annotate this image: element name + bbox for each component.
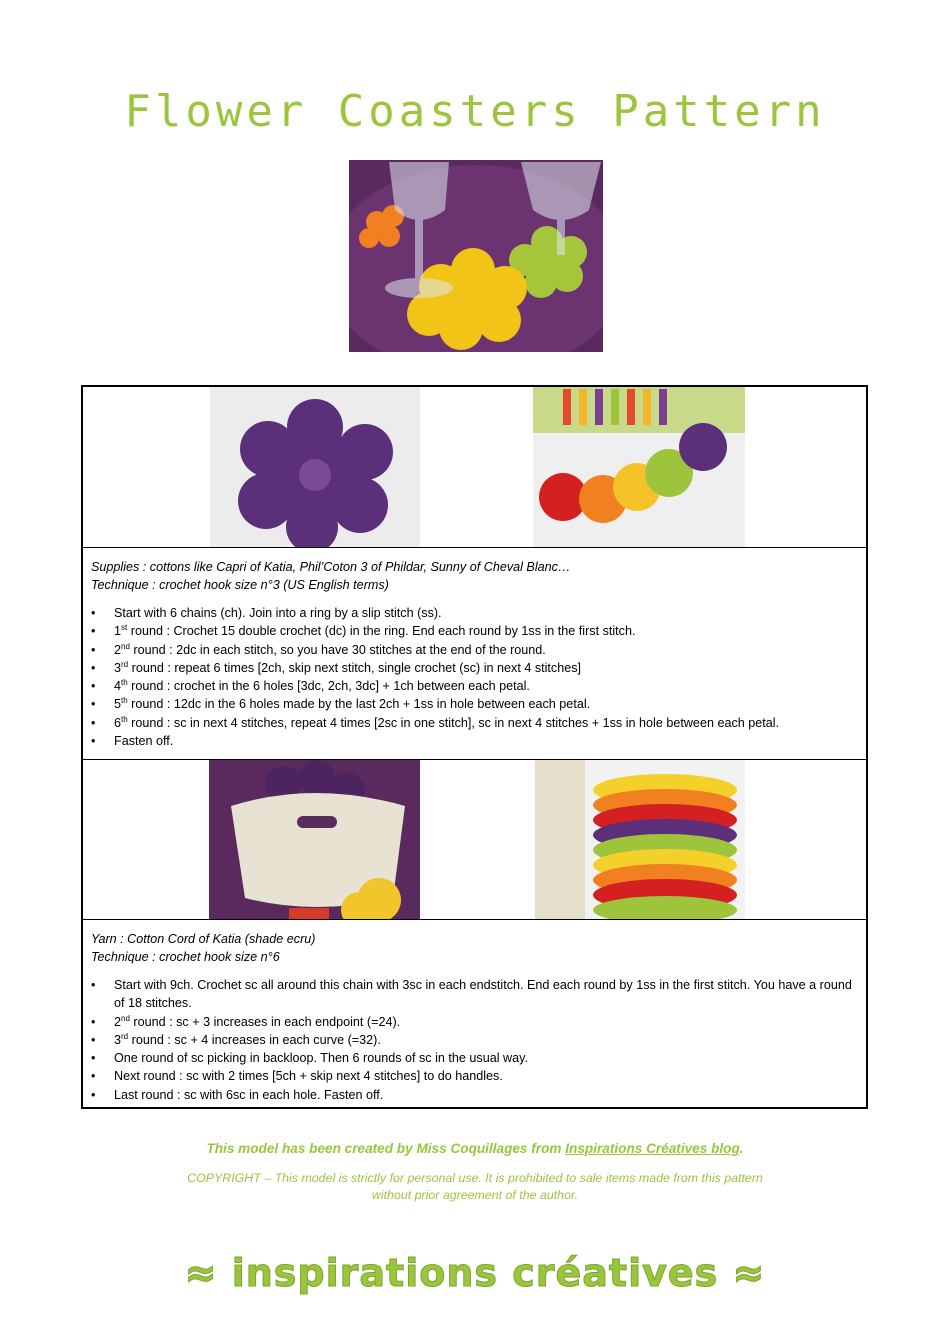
list-item: [83, 976, 853, 1013]
step-text: round : 12dc in the 6 holes made by the last 2ch + 1ss in hole between each petal.: [127, 697, 591, 712]
round-number: 6: [114, 715, 122, 730]
header-photo: [349, 160, 603, 352]
list-item: [83, 677, 853, 695]
step-text: round : sc + 4 increases in each curve (=32).: [128, 1032, 381, 1047]
list-item: [83, 714, 853, 732]
step-text: round : repeat 6 times [2ch, skip next stitch, single crochet (sc) in next 4 stitches]: [128, 660, 582, 675]
round-number: 2: [114, 1014, 122, 1029]
round-number: 4: [114, 679, 122, 694]
list-item: [83, 1013, 853, 1031]
ordinal-suffix: th: [121, 696, 128, 706]
supplies-text: Supplies : cottons like Capri of Katia, Phil’Coton 3 of Phildar, Sunny of Cheval Blanc…: [91, 560, 571, 574]
list-item: [83, 1031, 853, 1049]
step-text: Start with 6 chains (ch). Join into a ring by a slip stitch (ss).: [114, 606, 442, 620]
page-title: Flower Coasters Pattern: [124, 86, 826, 137]
list-item: [83, 622, 853, 640]
logo-wordmark: ≈ inspirations créatives ≈: [184, 1251, 766, 1295]
step-text: Last round : sc with 6sc in each hole. Fasten off.: [114, 1087, 384, 1102]
brand-logo: [0, 1240, 950, 1308]
step-text: One round of sc picking in backloop. Then 6 rounds of sc in the usual way.: [114, 1051, 528, 1066]
yarn-text: Yarn : Cotton Cord of Katia (shade ecru): [91, 932, 316, 946]
round-number: 3: [114, 660, 122, 675]
technique2-text: Technique : crochet hook size n°6: [91, 950, 280, 964]
colorful-coasters-photo: [533, 387, 745, 547]
step-text: round : 2dc in each stitch, so you have 30 stitches at the end of the round.: [129, 642, 546, 657]
step-text: Start with 9ch. Crochet sc all around this chain with 3sc in each endstitch. End each round by 1ss in the first stitch. You have a round of 18 stitches.: [114, 978, 852, 1011]
list-item: [83, 1086, 853, 1104]
step-text: round : crochet in the 6 holes [3dc, 2ch, 3dc] + 1ch between each petal.: [127, 679, 530, 694]
credit-line: This model has been created by Miss Coquillages from Inspirations Créatives blog.: [206, 1141, 744, 1156]
ordinal-suffix: nd: [121, 1013, 130, 1023]
list-item: [83, 659, 853, 677]
step-text: round : sc in next 4 stitches, repeat 4 times [2sc in one stitch], sc in next 4 stitches + 1ss in hole between each petal.: [127, 715, 780, 730]
ordinal-suffix: th: [121, 678, 128, 688]
ordinal-suffix: rd: [121, 659, 129, 669]
round-number: 5: [114, 697, 122, 712]
list-item: [83, 604, 853, 622]
technique-text: Technique : crochet hook size n°3 (US English terms): [91, 578, 389, 592]
list-item: [83, 1049, 853, 1067]
ordinal-suffix: st: [121, 623, 128, 633]
step-text: round : sc + 3 increases in each endpoint (=24).: [129, 1014, 401, 1029]
list-item: [83, 695, 853, 713]
copyright-notice: COPYRIGHT – This model is strictly for personal use. It is prohibited to sale items made from this pattern without prior agreement of the author.: [187, 1171, 763, 1202]
step-text: Next round : sc with 2 times [5ch + skip next 4 stitches] to do handles.: [114, 1069, 503, 1084]
list-item: [83, 641, 853, 659]
coaster-steps-list: [83, 604, 853, 750]
list-item: [83, 1067, 853, 1085]
step-text: Fasten off.: [114, 734, 174, 749]
list-item: [83, 732, 853, 750]
blog-link[interactable]: Inspirations Créatives blog: [565, 1141, 740, 1156]
basket-steps-list: [83, 976, 853, 1104]
ordinal-suffix: nd: [121, 641, 130, 651]
pattern-table: [81, 385, 868, 1109]
purple-coaster-photo: [210, 387, 420, 547]
ordinal-suffix: th: [121, 714, 128, 724]
basket-photo: [209, 760, 420, 920]
ordinal-suffix: rd: [121, 1031, 129, 1041]
round-number: 2: [114, 642, 122, 657]
stacked-coasters-photo: [535, 760, 745, 920]
round-number: 3: [114, 1032, 122, 1047]
round-number: 1: [114, 624, 122, 639]
step-text: round : Crochet 15 double crochet (dc) in the ring. End each round by 1ss in the first stitch.: [127, 624, 636, 639]
